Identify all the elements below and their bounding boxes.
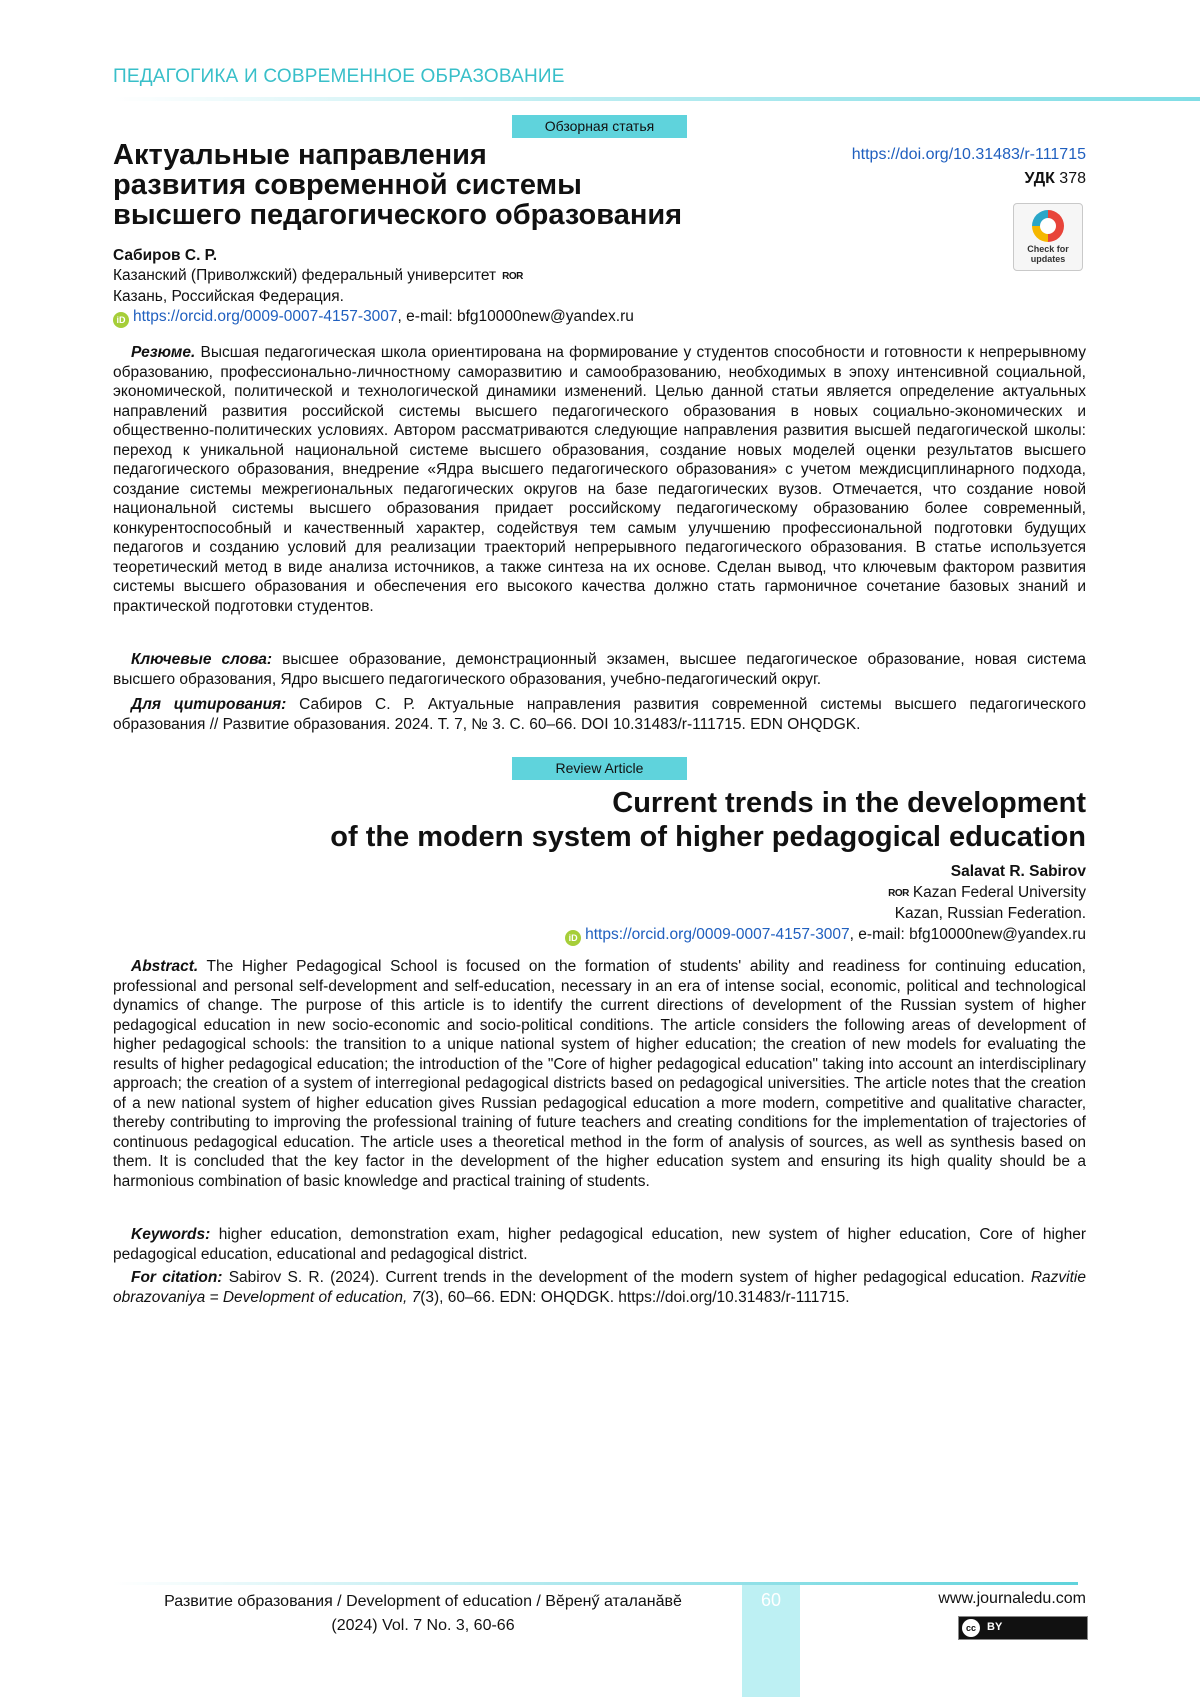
doi-link[interactable]: https://doi.org/10.31483/r-111715 (851, 146, 1086, 163)
journal-name: Развитие образования / Development of education / Вĕренӳ аталанăвĕ (164, 1593, 682, 1610)
crossmark-badge[interactable] (1013, 203, 1083, 271)
citation-text-ru: Сабиров С. Р. Актуальные направления развития современной системы высшего педагогического образования // Развитие образования. 2024. Т. 7, № 3. С. 60–66. DOI 10.31483/r-111715. EDN OHQDGK. (113, 696, 1087, 733)
crossmark-label (1014, 244, 1082, 264)
contacts-ru (113, 307, 833, 328)
article-type-tag-ru: Обзорная статья (512, 115, 687, 138)
abstract-en (113, 957, 1086, 1191)
abstract-label-ru: Резюме. (131, 344, 196, 361)
citation-label-ru: Для цитирования: (131, 696, 287, 713)
affiliation-text: Kazan Federal University (912, 883, 1086, 901)
udk-code (1025, 170, 1086, 188)
ror-label: ROR (502, 271, 523, 282)
keywords-text-en: higher education, demonstration exam, higher pedagogical education, new system of higher education, Core of higher pedagogical education, educational and pedagogical district. (113, 1226, 1086, 1263)
header-divider (113, 97, 1200, 101)
title-line: of the modern system of higher pedagogical education (330, 821, 1086, 853)
page-number: 60 (760, 1590, 782, 1610)
orcid-link-en[interactable]: https://orcid.org/0009-0007-4157-3007 (585, 925, 850, 943)
author-name-en: Salavat R. Sabirov (950, 863, 1086, 880)
keywords-ru (113, 650, 1086, 689)
author-name-ru: Сабиров С. Р. (113, 247, 218, 264)
article-type-tag-en: Review Article (512, 757, 687, 780)
title-line: высшего педагогического образования (113, 199, 683, 231)
orcid-icon: iD (113, 312, 129, 328)
title-line: Актуальные направления (113, 139, 487, 171)
citation-journal-en: Razvitie obrazovaniya = Development of education, 7 (113, 1269, 1086, 1306)
email-ru: , e-mail: bfg10000new@yandex.ru (397, 308, 634, 325)
keywords-label-en: Keywords: (131, 1226, 211, 1243)
email-en: , e-mail: bfg10000new@yandex.ru (849, 925, 1086, 943)
abstract-ru (113, 343, 1086, 616)
orcid-link-ru[interactable]: https://orcid.org/0009-0007-4157-3007 (133, 308, 398, 325)
article-title-ru (113, 140, 793, 230)
citation-en (113, 1268, 1086, 1307)
crossmark-icon (1032, 210, 1064, 242)
affiliation-text: Казанский (Приволжский) федеральный университет (113, 267, 497, 284)
udk-label: УДК (1024, 170, 1055, 187)
section-header: ПЕДАГОГИКА И СОВРЕМЕННОЕ ОБРАЗОВАНИЕ (113, 66, 565, 87)
article-title-en (186, 786, 1086, 854)
contacts-en (565, 925, 1086, 946)
journal-website-link[interactable]: www.journaledu.com (938, 1590, 1086, 1607)
journal-info (113, 1590, 733, 1638)
by-label: BY (987, 1621, 1003, 1633)
abstract-text-ru: Высшая педагогическая школа ориентирована на формирование у студентов способности и готовности к непрерывному образованию, профессионально-личностному саморазвитию и самообразованию, необходимых в эпоху интенсивной социальной, экономической, политической и технологической динамики изменений. Целью данной статьи является определение актуальных направлений развития российской системы высшего педагогического образования в новых социально-экономических и общественно-политических условиях. Автором рассматриваются следующие направления развития высшей педагогической школы: переход к уникальной национальной системе высшего образования, создание новых моделей оценки результатов высшего педагогического образования, внедрение «Ядра высшего педагогического образования» с учетом междисциплинарного подхода, создание системы межрегиональных педагогических округов на базе педагогических вузов. Отмечается, что создание новой национальной системы высшего образования придает российскому педагогическому образованию более современный, конкурентоспособный и качественный характер, содействуя тем самым улучшению профессиональной подготовки будущих педагогов и созданию условий для реализации траекторий непрерывного педагогического образования. В статье используется теоретический метод в виде анализа источников, а также синтеза на их основе. Сделан вывод, что ключевым фактором развития системы высшего образования и обеспечения его высокого качества должно стать гармоничное сочетание базовых знаний и практической подготовки студентов. (113, 344, 1086, 615)
keywords-text-ru: высшее образование, демонстрационный экзамен, высшее педагогическое образование, новая система высшего образования, Ядро высшего педагогического образования, учебно-педагогический округ. (113, 651, 1086, 688)
author-block-en (565, 862, 1086, 946)
footer-divider (113, 1582, 1078, 1585)
cc-icon: cc (962, 1619, 980, 1637)
affiliation-ru (113, 266, 833, 287)
title-line: Current trends in the development (612, 787, 1086, 819)
ror-icon (888, 884, 909, 905)
crossmark-line1: Check for (1027, 244, 1069, 254)
city-ru: Казань, Российская Федерация. (113, 288, 344, 305)
abstract-text-en: The Higher Pedagogical School is focused on the formation of students' ability and readiness for continuing education, professional and personal self-development and self-education, necessary in an era of intense social, economic, political and technological dynamics of change. The purpose of this article is to identify the current directions of development of the Russian system of higher pedagogical education in new socio-economic and socio-political conditions. The article considers the following areas of development of higher pedagogical schools: the transition to a unique national system of higher education; the creation of new models for evaluating the results of higher pedagogical education; the introduction of the "Core of higher pedagogical education" taking into account an interdisciplinary approach; the creation of a system of interregional pedagogical districts based on pedagogical universities. The article notes that the creation of a new national system of higher education gives Russian pedagogical education a more modern, competitive and qualitative character, thereby contributing to improving the professional training of future teachers and creating conditions for the implementation of trajectories of continuous pedagogical education. The article uses a theoretical method in the form of analysis of sources, as well as synthesis based on them. It is concluded that the key factor in the development of the higher education system and ensuring its high quality should be a harmonious combination of basic knowledge and practical training of students. (113, 958, 1086, 1190)
keywords-label-ru: Ключевые слова: (131, 651, 273, 668)
citation-tail-en: (3), 60–66. EDN: OHQDGK. https://doi.org/10.31483/r-111715. (420, 1288, 850, 1306)
citation-label-en: For citation: (131, 1269, 223, 1286)
crossmark-line2: updates (1030, 254, 1066, 264)
citation-ru (113, 695, 1086, 734)
cc-by-license-badge[interactable] (958, 1616, 1088, 1640)
ror-icon (502, 267, 523, 287)
orcid-icon: iD (565, 930, 581, 946)
journal-issue: (2024) Vol. 7 No. 3, 60-66 (331, 1617, 515, 1634)
title-line: развития современной системы (113, 169, 582, 201)
author-block-ru (113, 246, 833, 328)
ror-label: ROR (888, 887, 909, 899)
citation-text-en: Sabirov S. R. (2024). Current trends in the development of the modern system of higher pedagogical education. (222, 1269, 1031, 1286)
city-en: Kazan, Russian Federation. (894, 905, 1086, 922)
udk-value: 378 (1054, 170, 1086, 187)
abstract-label-en: Abstract. (131, 958, 199, 975)
keywords-en (113, 1225, 1086, 1264)
affiliation-en (565, 883, 1086, 905)
